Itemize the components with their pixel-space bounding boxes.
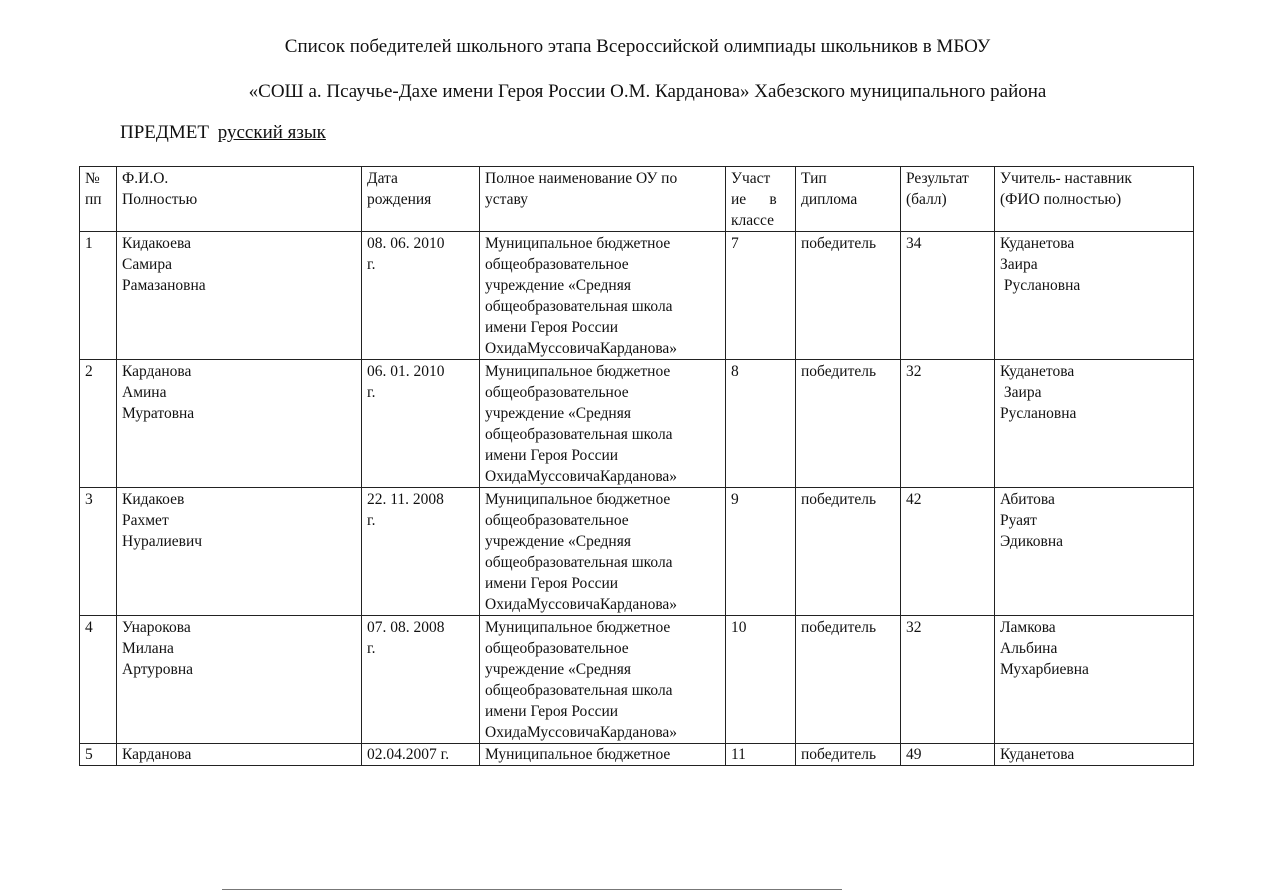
header-school-line-1: Полное наименование ОУ по <box>485 170 678 187</box>
teacher-line: Руаят <box>1000 512 1037 529</box>
scan-edge-divider <box>222 889 842 890</box>
cell-birth <box>362 360 480 488</box>
header-diploma-line-2: диплома <box>801 191 858 208</box>
header-birth <box>362 167 480 232</box>
teacher-line: Мухарбиевна <box>1000 661 1089 678</box>
cell-name <box>117 744 362 766</box>
school-line: учреждение «Средняя <box>485 661 631 678</box>
teacher-line: Заира <box>1000 384 1042 401</box>
header-grade-line-3: классе <box>731 212 774 229</box>
cell-diploma: победитель <box>796 232 901 360</box>
school-line: общеобразовательное <box>485 256 629 273</box>
cell-num: 3 <box>80 488 117 616</box>
cell-school <box>480 488 726 616</box>
birth-line: г. <box>367 640 376 657</box>
header-teacher-line-1: Учитель- наставник <box>1000 170 1132 187</box>
name-line: Рамазановна <box>122 277 206 294</box>
cell-score: 34 <box>901 232 995 360</box>
header-birth-line-2: рождения <box>367 191 432 208</box>
name-line: Карданова <box>122 746 192 763</box>
teacher-line: Куданетова <box>1000 746 1075 763</box>
cell-grade: 11 <box>726 744 796 766</box>
header-num-line-1: № <box>85 170 100 187</box>
cell-score: 32 <box>901 616 995 744</box>
cell-birth <box>362 744 480 766</box>
school-line: Муниципальное бюджетное <box>485 363 671 380</box>
cell-num: 2 <box>80 360 117 488</box>
document-title-line-1: Список победителей школьного этапа Всероссийской олимпиады школьников в МБОУ <box>284 36 991 57</box>
school-line: общеобразовательное <box>485 384 629 401</box>
birth-line: г. <box>367 256 376 273</box>
header-school-line-2: уставу <box>485 191 529 208</box>
school-line: ОхидаМуссовичаКарданова» <box>485 468 678 485</box>
cell-birth <box>362 488 480 616</box>
birth-line: 22. 11. 2008 <box>367 491 444 508</box>
cell-name <box>117 232 362 360</box>
header-grade <box>726 167 796 232</box>
birth-line: 08. 06. 2010 <box>367 235 445 252</box>
teacher-line: Куданетова <box>1000 235 1075 252</box>
school-line: ОхидаМуссовичаКарданова» <box>485 724 678 741</box>
header-score-line-1: Результат <box>906 170 969 187</box>
birth-line: 06. 01. 2010 <box>367 363 445 380</box>
teacher-line: Эдиковна <box>1000 533 1064 550</box>
header-grade-line-1: Участ <box>731 170 771 187</box>
teacher-line: Руслановна <box>1000 405 1077 422</box>
teacher-line: Абитова <box>1000 491 1055 508</box>
name-line: Рахмет <box>122 512 169 529</box>
subject-line <box>120 122 326 144</box>
name-line: Самира <box>122 256 172 273</box>
cell-school <box>480 616 726 744</box>
school-line: общеобразовательная школа <box>485 682 673 699</box>
cell-grade: 8 <box>726 360 796 488</box>
cell-name <box>117 360 362 488</box>
teacher-line: Ламкова <box>1000 619 1056 636</box>
cell-school <box>480 232 726 360</box>
school-line: учреждение «Средняя <box>485 405 631 422</box>
cell-diploma: победитель <box>796 360 901 488</box>
cell-teacher <box>995 616 1194 744</box>
cell-school <box>480 744 726 766</box>
birth-line: г. <box>367 512 376 529</box>
name-line: Унарокова <box>122 619 191 636</box>
cell-teacher <box>995 360 1194 488</box>
teacher-line: Заира <box>1000 256 1038 273</box>
cell-birth <box>362 232 480 360</box>
cell-score: 49 <box>901 744 995 766</box>
header-name <box>117 167 362 232</box>
table-row <box>80 744 1194 766</box>
school-line: Муниципальное бюджетное <box>485 491 671 508</box>
birth-line: г. <box>367 384 376 401</box>
school-line: имени Героя России <box>485 447 619 464</box>
school-line: ОхидаМуссовичаКарданова» <box>485 340 678 357</box>
cell-score: 42 <box>901 488 995 616</box>
header-birth-line-1: Дата <box>367 170 398 187</box>
table-row <box>80 488 1194 616</box>
cell-school <box>480 360 726 488</box>
name-line: Муратовна <box>122 405 195 422</box>
header-teacher <box>995 167 1194 232</box>
header-score <box>901 167 995 232</box>
cell-grade: 9 <box>726 488 796 616</box>
header-diploma-line-1: Тип <box>801 170 827 187</box>
header-num <box>80 167 117 232</box>
school-line: учреждение «Средняя <box>485 277 631 294</box>
cell-teacher <box>995 488 1194 616</box>
birth-line: 07. 08. 2008 <box>367 619 445 636</box>
cell-name <box>117 616 362 744</box>
table-header-row <box>80 167 1194 232</box>
cell-grade: 10 <box>726 616 796 744</box>
name-line: Кидакоева <box>122 235 191 252</box>
subject-label: ПРЕДМЕТ <box>120 122 209 143</box>
school-line: имени Героя России <box>485 575 619 592</box>
table-row <box>80 232 1194 360</box>
name-line: Нуралиевич <box>122 533 203 550</box>
name-line: Амина <box>122 384 167 401</box>
school-line: общеобразовательное <box>485 512 629 529</box>
cell-teacher <box>995 232 1194 360</box>
school-line: имени Героя России <box>485 703 619 720</box>
header-school <box>480 167 726 232</box>
document-title-line-2: «СОШ а. Псаучье-Дахе имени Героя России О.М. Карданова» Хабезского муниципального района <box>248 81 1047 102</box>
cell-diploma: победитель <box>796 616 901 744</box>
birth-line: 02.04.2007 г. <box>367 746 450 763</box>
table-row <box>80 360 1194 488</box>
header-num-line-2: пп <box>85 191 102 208</box>
table-row <box>80 616 1194 744</box>
school-line: общеобразовательное <box>485 640 629 657</box>
school-line: учреждение «Средняя <box>485 533 631 550</box>
school-line: имени Героя России <box>485 319 619 336</box>
cell-score: 32 <box>901 360 995 488</box>
name-line: Милана <box>122 640 174 657</box>
cell-grade: 7 <box>726 232 796 360</box>
name-line: Кидакоев <box>122 491 185 508</box>
school-line: общеобразовательная школа <box>485 426 673 443</box>
cell-num: 4 <box>80 616 117 744</box>
teacher-line: Альбина <box>1000 640 1058 657</box>
subject-value: русский язык <box>217 122 326 143</box>
teacher-line: Куданетова <box>1000 363 1075 380</box>
cell-teacher <box>995 744 1194 766</box>
header-teacher-line-2: (ФИО полностью) <box>1000 191 1122 208</box>
cell-num: 5 <box>80 744 117 766</box>
name-line: Артуровна <box>122 661 194 678</box>
school-line: общеобразовательная школа <box>485 554 673 571</box>
header-diploma <box>796 167 901 232</box>
header-score-line-2: (балл) <box>906 191 947 208</box>
school-line: Муниципальное бюджетное <box>485 619 671 636</box>
cell-diploma: победитель <box>796 488 901 616</box>
winners-table <box>79 166 1194 766</box>
school-line: Муниципальное бюджетное <box>485 746 671 763</box>
header-grade-line-2: ие в <box>731 191 777 208</box>
teacher-line: Руслановна <box>1000 277 1081 294</box>
school-line: Муниципальное бюджетное <box>485 235 671 252</box>
header-name-line-2: Полностью <box>122 191 198 208</box>
cell-birth <box>362 616 480 744</box>
school-line: общеобразовательная школа <box>485 298 673 315</box>
cell-name <box>117 488 362 616</box>
header-name-line-1: Ф.И.О. <box>122 170 169 187</box>
cell-num: 1 <box>80 232 117 360</box>
school-line: ОхидаМуссовичаКарданова» <box>485 596 678 613</box>
cell-diploma: победитель <box>796 744 901 766</box>
name-line: Карданова <box>122 363 192 380</box>
